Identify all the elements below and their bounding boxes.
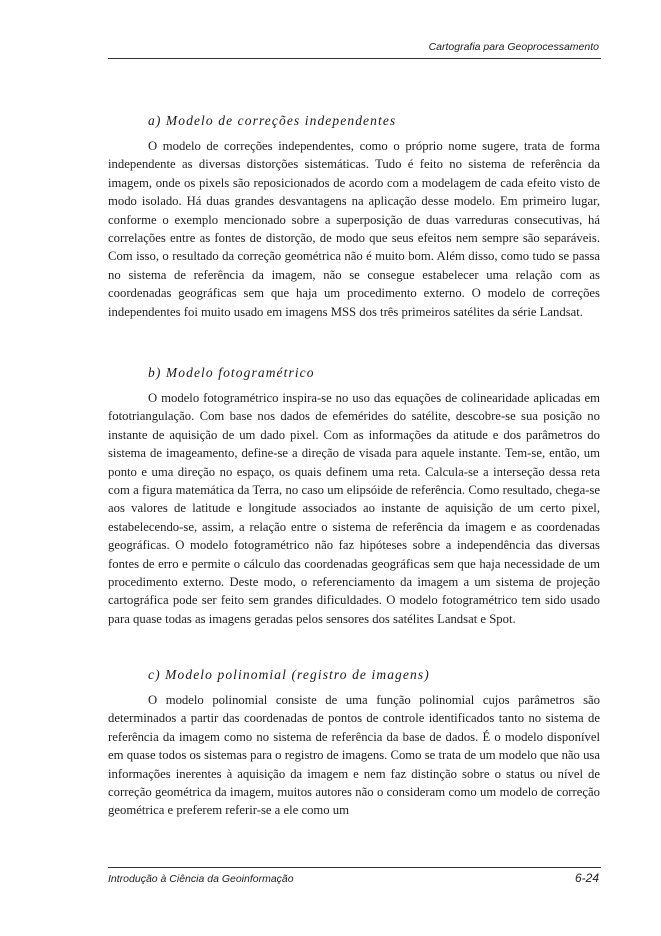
section-heading-c: c) Modelo polinomial (registro de imagens) [148, 667, 430, 682]
page-number: 6-24 [574, 871, 599, 885]
section-paragraph-a [108, 137, 600, 321]
section-text-a: O modelo de correções independentes, como o próprio nome sugere, trata de forma independente as diversas distorções sistemáticas. Tudo é feito no sistema de referência da imagem, onde os pixels são reposicionados de acordo com a modelagem de cada efeito visto de modo isolado. Há duas grandes desvantagens na aplicação desse modelo. Em primeiro lugar, conforme o exemplo mencionado sobre a superposição de duas varreduras consecutivas, há correlações entre as fontes de distorção, de modo que seus efeitos nem sempre são separáveis. Com isso, o resultado da correção geométrica não é muito bom. Além disso, como tudo se passa no sistema de referência da imagem, não se consegue estabelecer uma relação com as coordenadas geográficas sem que haja um procedimento externo. O modelo de correções independentes foi muito usado em imagens MSS dos três primeiros satélites da série Landsat. [108, 139, 600, 319]
section-heading-a: a) Modelo de correções independentes [148, 113, 397, 128]
section-heading-b: b) Modelo fotogramétrico [148, 365, 315, 380]
section-text-c: O modelo polinomial consiste de uma função polinomial cujos parâmetros são determinados a partir das coordenadas de pontos de controle identificados tanto no sistema de referência da imagem como no sistema de referência da base de dados. É o modelo disponível em quase todos os sistemas para o registro de imagens. Como se trata de um modelo que não usa informações inerentes à aquisição da imagem e nem faz distinção sobre o status ou nível de correção geométrica da imagem, muitos autores não o consideram como um modelo de correção geométrica e preferem referir-se a ele como um [108, 693, 600, 818]
section-paragraph-b [108, 389, 600, 628]
header-title: Cartografia para Geoprocessamento [428, 41, 599, 53]
section-text-b: O modelo fotogramétrico inspira-se no uso das equações de colinearidade aplicadas em fototriangulação. Com base nos dados de efemérides do satélite, descobre-se sua posição no instante de aquisição de um dado pixel. Com as informações da atitude e dos parâmetros do sistema de imageamento, define-se a direção de visada para aquele instante. Tem-se, então, um ponto e uma direção no espaço, os quais definem uma reta. Calcula-se a interseção dessa reta com a figura matemática da Terra, no caso um elipsóide de referência. Como resultado, chega-se aos valores de latitude e longitude associados ao instante de aquisição de um certo pixel, estabelecendo-se, assim, a relação entre o sistema de referência da imagem e as coordenadas geográficas. O modelo fotogramétrico não faz hipóteses sobre a independência das diversas fontes de erro e permite o cálculo das coordenadas geográficas sem que haja necessidade de um procedimento externo. Deste modo, o referenciamento da imagem a um sistema de projeção cartográfica pode ser feito sem grandes dificuldades. O modelo fotogramétrico tem sido usado para quase todas as imagens geradas pelos sensores dos satélites Landsat e Spot. [108, 391, 600, 626]
section-paragraph-c [108, 691, 600, 820]
footer-divider [108, 867, 601, 868]
header-divider [108, 58, 601, 59]
footer-book-title: Introdução à Ciência da Geoinformação [108, 873, 294, 885]
